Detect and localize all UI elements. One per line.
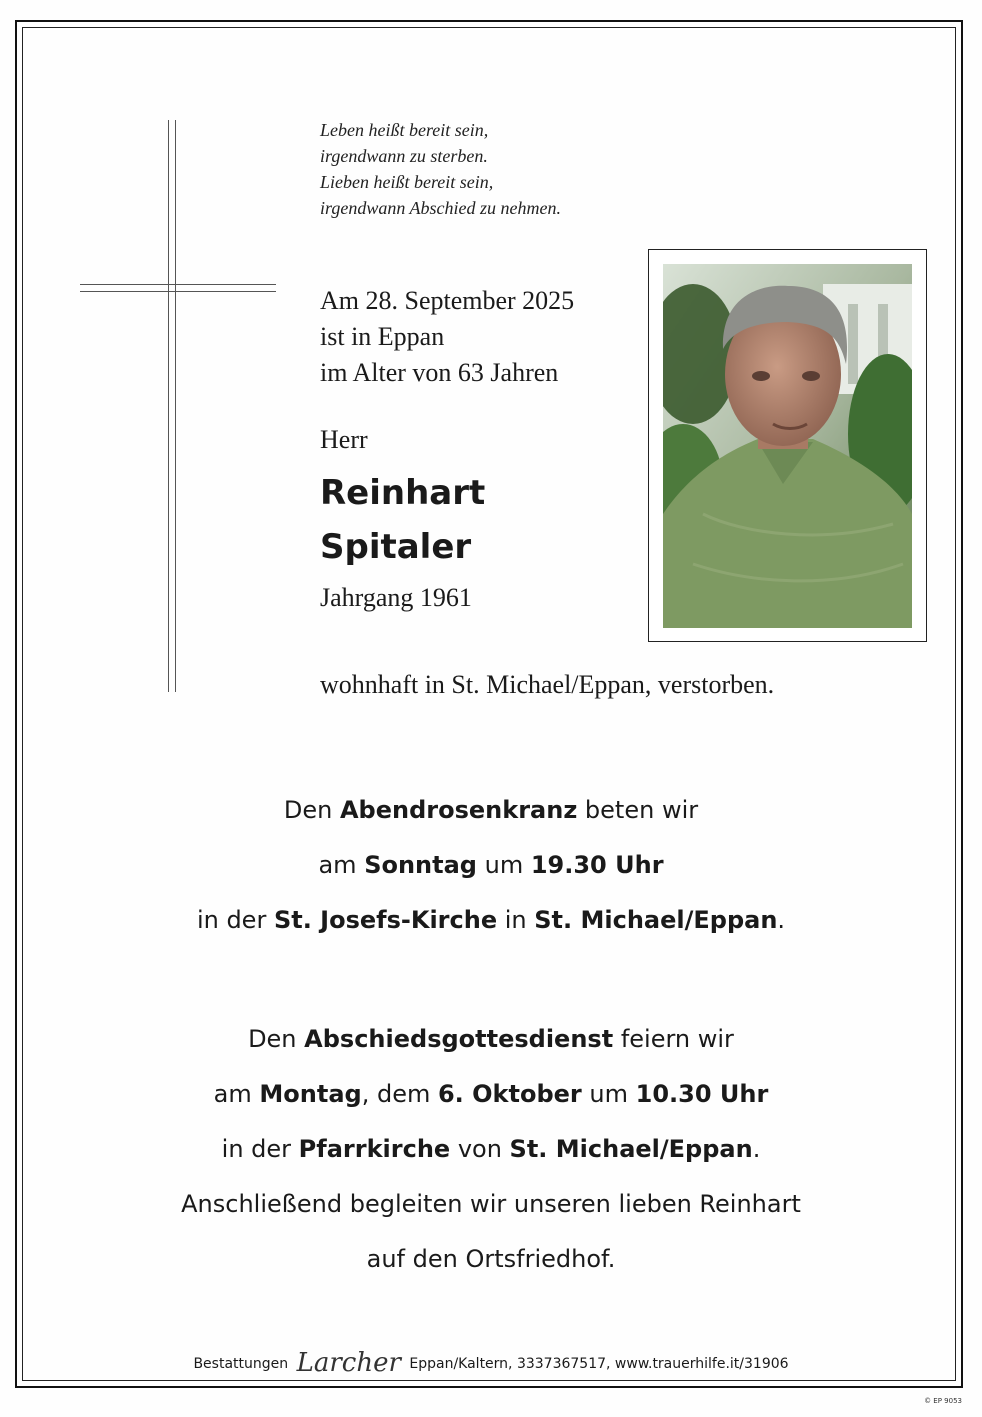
service-announcement (60, 1012, 922, 1287)
quote-line: irgendwann Abschied zu nehmen. (320, 198, 561, 218)
rosary-announcement (60, 783, 922, 948)
service-line-5: auf den Ortsfriedhof. (366, 1245, 616, 1273)
intro-line: im Alter von 63 Jahren (320, 358, 559, 387)
salutation: Herr (320, 425, 368, 454)
footer-details: Eppan/Kaltern, 3337367517, www.trauerhilfe.it/31906 (409, 1356, 789, 1372)
service-line-1: Den Abschiedsgottesdienst feiern wir (248, 1025, 734, 1053)
birth-year: Jahrgang 1961 (320, 583, 472, 612)
quote-line: irgendwann zu sterben. (320, 146, 488, 166)
service-line-4: Anschließend begleiten wir unseren lieben Reinhart (181, 1190, 801, 1218)
rosary-line-1: Den Abendrosenkranz beten wir (283, 796, 699, 824)
funeral-home-footer (0, 1345, 982, 1378)
quote-line: Lieben heißt bereit sein, (320, 172, 494, 192)
memorial-quote (320, 117, 561, 221)
intro-line: ist in Eppan (320, 322, 445, 351)
quote-line: Leben heißt bereit sein, (320, 120, 489, 140)
portrait-frame (648, 249, 927, 642)
death-notice-intro (320, 283, 574, 391)
rosary-line-2: am Sonntag um 19.30 Uhr (318, 851, 664, 879)
portrait-photo (663, 264, 912, 628)
residence-line: wohnhaft in St. Michael/Eppan, verstorben. (320, 670, 775, 699)
last-name: Spitaler (320, 527, 472, 567)
funeral-home-logo: Larcher (296, 1348, 401, 1378)
first-name: Reinhart (320, 473, 486, 513)
footer-prefix: Bestattungen (193, 1356, 289, 1372)
intro-line: Am 28. September 2025 (320, 286, 575, 315)
document-code: © EP 9053 (924, 1397, 962, 1405)
rosary-line-3: in der St. Josefs-Kirche in St. Michael/Eppan. (196, 906, 786, 934)
service-line-2: am Montag, dem 6. Oktober um 10.30 Uhr (213, 1080, 769, 1108)
service-line-3: in der Pfarrkirche von St. Michael/Eppan. (221, 1135, 761, 1163)
deceased-name (320, 466, 485, 574)
